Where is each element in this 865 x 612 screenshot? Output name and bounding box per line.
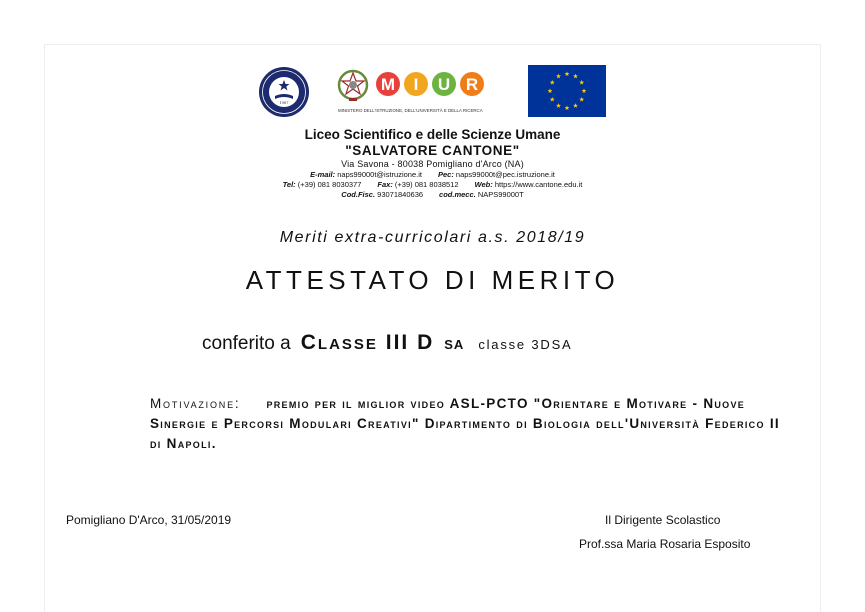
school-address: Via Savona - 80038 Pomigliano d'Arco (NA) bbox=[341, 159, 524, 169]
school-seal-logo bbox=[258, 66, 310, 118]
conferito-label: conferito a bbox=[202, 333, 291, 354]
eu-flag-icon bbox=[528, 65, 606, 117]
motivazione-label: Motivazione: bbox=[150, 396, 241, 411]
certificate-title: ATTESTATO DI MERITO bbox=[245, 265, 620, 295]
classe-code: classe 3DSA bbox=[478, 337, 573, 352]
svg-text:I: I bbox=[413, 75, 419, 94]
motivazione-block bbox=[150, 394, 790, 454]
svg-text:R: R bbox=[465, 75, 479, 94]
signatory-name: Prof.ssa Maria Rosaria Esposito bbox=[579, 537, 751, 551]
italian-emblem-icon bbox=[339, 71, 367, 101]
svg-text:U: U bbox=[437, 75, 451, 94]
contacts-line-1: E-mail: naps99000t@istruzione.it Pec: naps99000t@pec.istruzione.it bbox=[310, 170, 555, 179]
signatory-role: Il Dirigente Scolastico bbox=[605, 513, 721, 527]
meriti-subtitle: Meriti extra-curricolari a.s. 2018/19 bbox=[279, 229, 586, 246]
classe-sa: sa bbox=[444, 333, 465, 354]
school-name-2: "SALVATORE CANTONE" bbox=[345, 143, 520, 158]
school-name: Liceo Scientifico e delle Scienze Umane bbox=[304, 127, 561, 142]
contacts-line-3: Cod.Fisc. 93071840636 cod.mecc. NAPS99000T bbox=[341, 190, 524, 199]
conferito-line bbox=[202, 331, 802, 355]
miur-caption: MINISTERO DELL'ISTRUZIONE, DELL'UNIVERSITÀ E DELLA RICERCA bbox=[338, 108, 483, 113]
classe-name: Classe III D bbox=[300, 331, 435, 354]
place-date: Pomigliano D'Arco, 31/05/2019 bbox=[66, 513, 232, 527]
contacts-line-2: Tel: (+39) 081 8030377 Fax: (+39) 081 8038512 Web: https://www.cantone.edu.it bbox=[282, 180, 583, 189]
school-header bbox=[0, 127, 865, 200]
svg-text:M: M bbox=[380, 75, 396, 94]
miur-logo bbox=[334, 64, 500, 118]
seal-year: 1987 bbox=[279, 101, 289, 105]
motivazione-text: premio per il miglior video ASL-PCTO "Orientare e Motivare - Nuove Sinergie e Percorsi Modulari Creativi" Dipartimento di Biologia dell'Università Federico II di Napoli. bbox=[150, 396, 780, 451]
logo-row bbox=[0, 64, 865, 119]
